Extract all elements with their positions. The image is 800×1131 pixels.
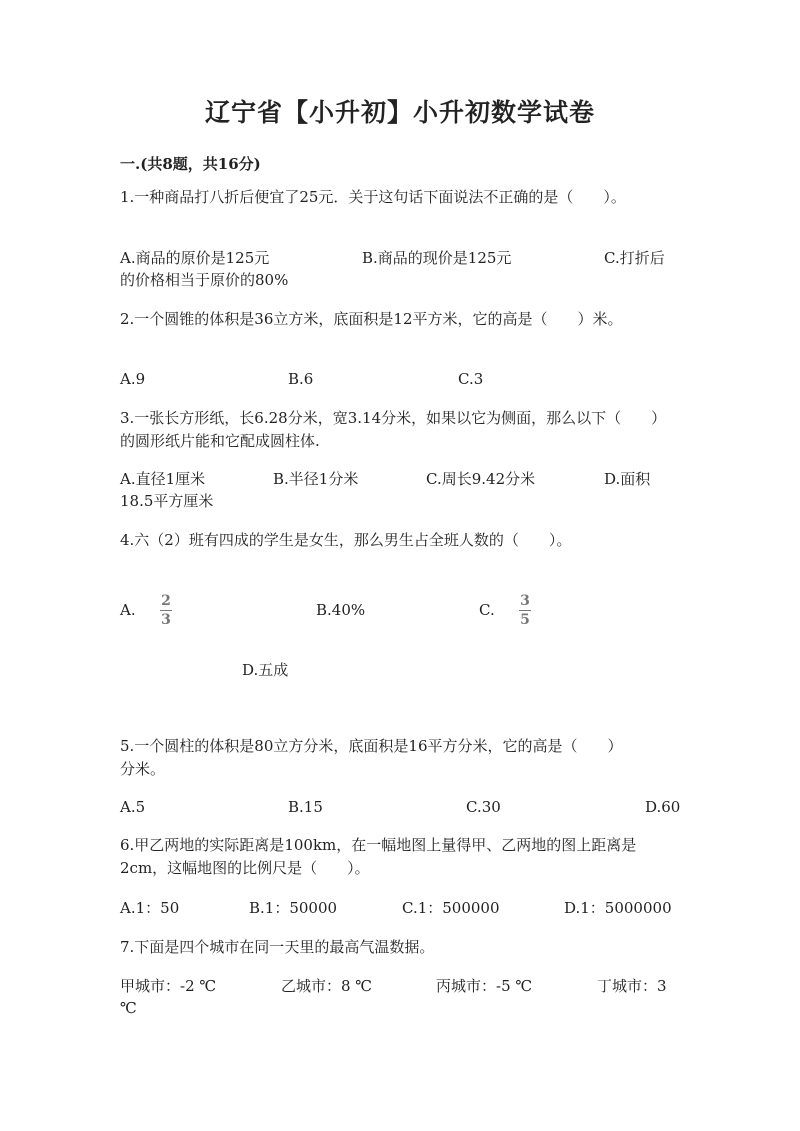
question-5: 5.一个圆柱的体积是80立方分米，底面积是16平方分米，它的高是（ ） — [120, 737, 623, 755]
question-4: 4.六（2）班有四成的学生是女生，那么男生占全班人数的（ ）。 — [120, 531, 572, 549]
q5-option-a: A.5 — [120, 798, 146, 816]
q4-option-b: B.40% — [316, 601, 366, 619]
q6-option-d: D.1：5000000 — [564, 899, 672, 917]
q5-option-d: D.60 — [645, 798, 681, 816]
question-2: 2.一个圆锥的体积是36立方米，底面积是12平方米，它的高是（ ）米。 — [120, 310, 623, 328]
q7-city-c: 丙城市：-5 ℃ — [436, 977, 533, 995]
q1-option-c: C.打折后 — [604, 249, 665, 267]
q5-option-b: B.15 — [288, 798, 323, 816]
fraction-numerator: 2 — [161, 593, 171, 609]
q3-option-c: C.周长9.42分米 — [426, 470, 536, 488]
question-1: 1.一种商品打八折后便宜了25元．关于这句话下面说法不正确的是（ ）。 — [120, 188, 626, 206]
q7-city-a: 甲城市：-2 ℃ — [120, 977, 217, 995]
q2-option-c: C.3 — [458, 370, 484, 388]
fraction-bar — [160, 610, 172, 611]
q1-option-a: A.商品的原价是125元 — [120, 249, 270, 267]
q3-option-d: D.面积 — [604, 470, 651, 488]
question-7: 7.下面是四个城市在同一天里的最高气温数据。 — [120, 938, 435, 956]
q4-option-c-fraction — [519, 593, 531, 628]
q2-option-b: B.6 — [288, 370, 314, 388]
q7-city-d: 丁城市：3 — [597, 977, 667, 995]
q1-option-b: B.商品的现价是125元 — [362, 249, 512, 267]
q6-option-c: C.1：500000 — [402, 899, 500, 917]
q4-option-c-label: C. — [479, 601, 495, 619]
q6-option-a: A.1：50 — [120, 899, 180, 917]
question-6: 6.甲乙两地的实际距离是100km，在一幅地图上量得甲、乙两地的图上距离是2cm，这幅地图的比例尺是（ ）。 — [120, 836, 637, 877]
q4-option-d: D.五成 — [242, 661, 289, 679]
fraction-denominator: 5 — [520, 612, 530, 628]
q6-option-b: B.1：50000 — [249, 899, 338, 917]
q4-option-a-label: A. — [120, 601, 136, 619]
question-5-continued: 分米。 — [120, 760, 166, 778]
q7-city-d-continued: ℃ — [120, 999, 137, 1017]
question-3: 3.一张长方形纸，长6.28分米，宽3.14分米，如果以它为侧面，那么以下（ ）的圆形纸片能和它配成圆柱体. — [120, 409, 667, 450]
q4-option-a-fraction — [160, 593, 172, 628]
fraction-bar — [519, 610, 531, 611]
q5-option-c: C.30 — [466, 798, 501, 816]
q1-option-c-continued: 的价格相当于原价的80% — [120, 271, 289, 289]
page-title: 辽宁省【小升初】小升初数学试卷 — [204, 98, 595, 127]
section-heading: 一.(共8题，共16分) — [120, 155, 261, 173]
q2-option-a: A.9 — [120, 370, 146, 388]
q3-option-d-continued: 18.5平方厘米 — [120, 492, 214, 510]
fraction-numerator: 3 — [520, 593, 530, 609]
q3-option-b: B.半径1分米 — [273, 470, 359, 488]
q7-city-b: 乙城市：8 ℃ — [281, 977, 373, 995]
fraction-denominator: 3 — [161, 612, 171, 628]
q3-option-a: A.直径1厘米 — [120, 470, 206, 488]
